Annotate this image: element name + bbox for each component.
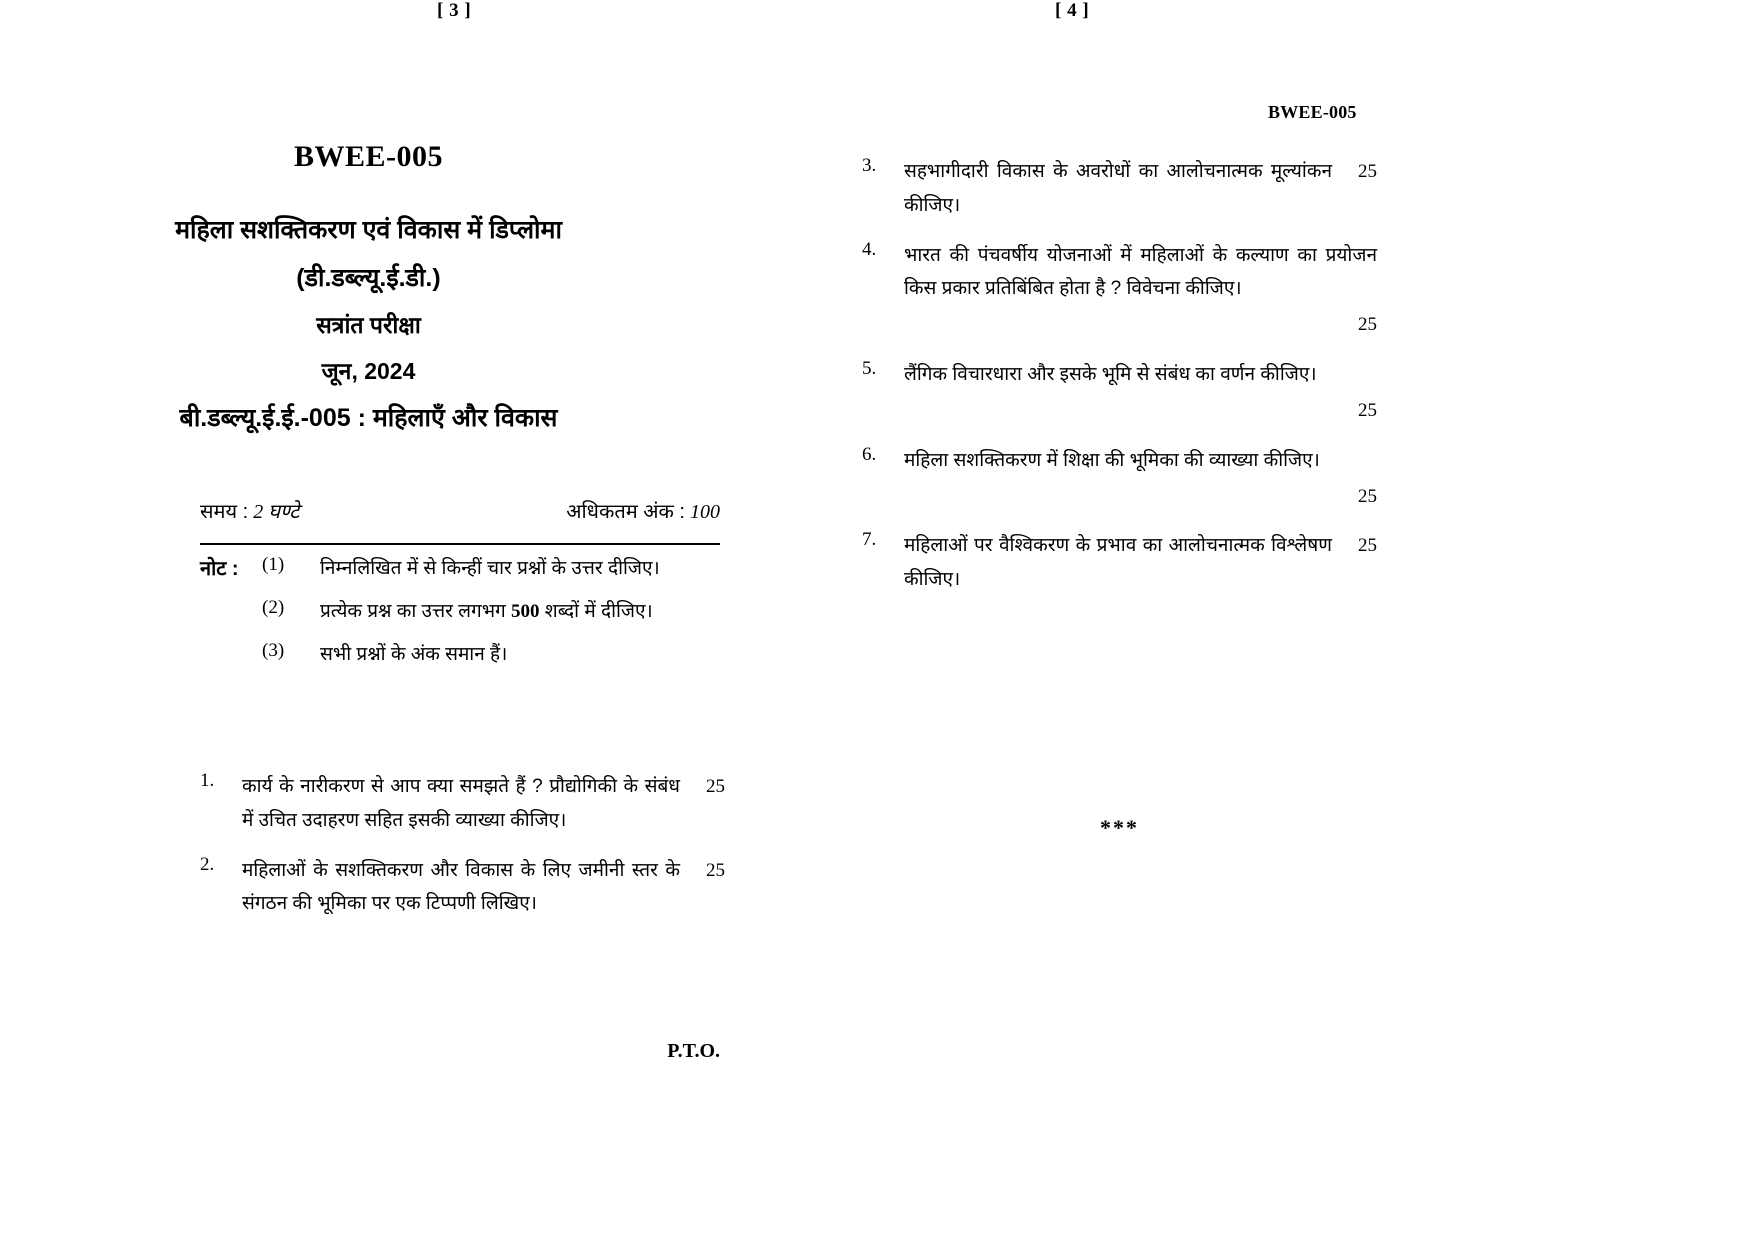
max-marks-value: 100 [690,501,720,523]
paper-code-running-head: BWEE-005 [1268,102,1357,122]
question-body: महिलाओं पर वैश्विकरण के प्रभाव का आलोचनात्मक विश्लेषण कीजिए। [904,535,1332,591]
question-body: महिला सशक्तिकरण में शिक्षा की भूमिका की व्याख्या कीजिए। [904,449,1320,471]
max-marks-label: अधिकतम अंक : [566,501,685,523]
question-item [862,155,1377,223]
end-of-paper-mark: *** [1100,815,1139,840]
note-number: (2) [262,596,285,618]
question-number: 4. [862,238,877,260]
question-number: 7. [862,529,877,551]
question-body: लैंगिक विचारधारा और इसके भूमि से संबंध का वर्णन कीजिए। [904,364,1317,386]
note-number: (3) [262,639,285,661]
question-number: 2. [200,853,215,875]
note-label: नोट : [200,558,239,580]
question-item [862,529,1377,597]
question-marks: 25 [1358,314,1377,336]
question-body: सहभागीदारी विकास के अवरोधों का आलोचनात्मक मूल्यांकन कीजिए। [904,161,1332,216]
question-text [904,529,1377,597]
question-number: 3. [862,155,877,176]
horizontal-divider [200,543,720,545]
maximum-marks [566,497,720,524]
question-marks: 25 [706,776,725,797]
note-text-after: शब्दों में दीजिए। [539,600,653,622]
question-body: महिलाओं के सशक्तिकरण और विकास के लिए जमीनी स्तर के संगठन की भूमिका पर एक टिप्पणी लिखिए। [242,859,680,915]
question-item [200,854,725,922]
question-list-right [862,155,1377,613]
question-body: कार्य के नारीकरण से आप क्या समझते हैं ? प्रौद्योगिकी के संबंध में उचित उदाहरण सहित इसकी व्याख्या कीजिए। [242,776,680,831]
question-number: 1. [200,770,215,791]
exam-name: सत्रांत परीक्षा [316,312,421,338]
question-item [862,358,1377,428]
paper-code-heading: BWEE-005 [293,140,444,173]
note-text: सभी प्रश्नों के अंक समान हैं। [320,643,508,665]
question-text [904,444,1377,514]
question-item [862,444,1377,514]
title-block [0,218,877,431]
question-text [904,155,1377,223]
question-text [904,358,1377,428]
question-item [200,770,725,838]
time-label: समय : [200,501,249,523]
question-marks: 25 [706,859,725,881]
course-title: बी.डब्ल्यू.ई.ई.-005 : महिलाएँ और विकास [179,404,558,432]
question-item [862,239,1377,342]
time-allowed [200,497,299,524]
question-marks: 25 [1358,485,1377,507]
time-and-marks-row [200,497,720,527]
time-value: 2 घण्टे [253,501,300,523]
note-text [320,597,725,628]
programme-abbreviation: (डी.डब्ल्यू.ई.डी.) [296,264,441,292]
note-row [200,597,725,628]
note-text-before: प्रत्येक प्रश्न का उत्तर लगभग [320,600,512,622]
programme-title: महिला सशक्तिकरण एवं विकास में डिप्लोमा [175,216,562,244]
question-text [242,770,725,838]
question-number: 5. [862,358,877,380]
instructions-block [200,554,725,682]
question-number: 6. [862,443,877,465]
question-marks: 25 [1358,535,1377,557]
question-marks: 25 [1358,161,1377,182]
pto-footer: P.T.O. [667,1040,720,1062]
exam-session: जून, 2024 [321,358,416,384]
question-text [242,854,725,922]
question-text [904,239,1377,342]
page-number-left: [ 3 ] [437,0,472,21]
note-row [200,640,725,671]
question-list-left [200,770,725,937]
note-text: निम्नलिखित में से किन्हीं चार प्रश्नों के उत्तर दीजिए। [320,558,660,579]
page-number-right: [ 4 ] [1055,0,1090,21]
note-number: (1) [262,554,285,575]
note-word-count: 500 [511,600,540,622]
question-body: भारत की पंचवर्षीय योजनाओं में महिलाओं के कल्याण का प्रयोजन किस प्रकार प्रतिबिंबित होता है ? विवेचना कीजिए। [904,244,1377,300]
note-row [200,554,725,585]
question-marks: 25 [1358,399,1377,421]
